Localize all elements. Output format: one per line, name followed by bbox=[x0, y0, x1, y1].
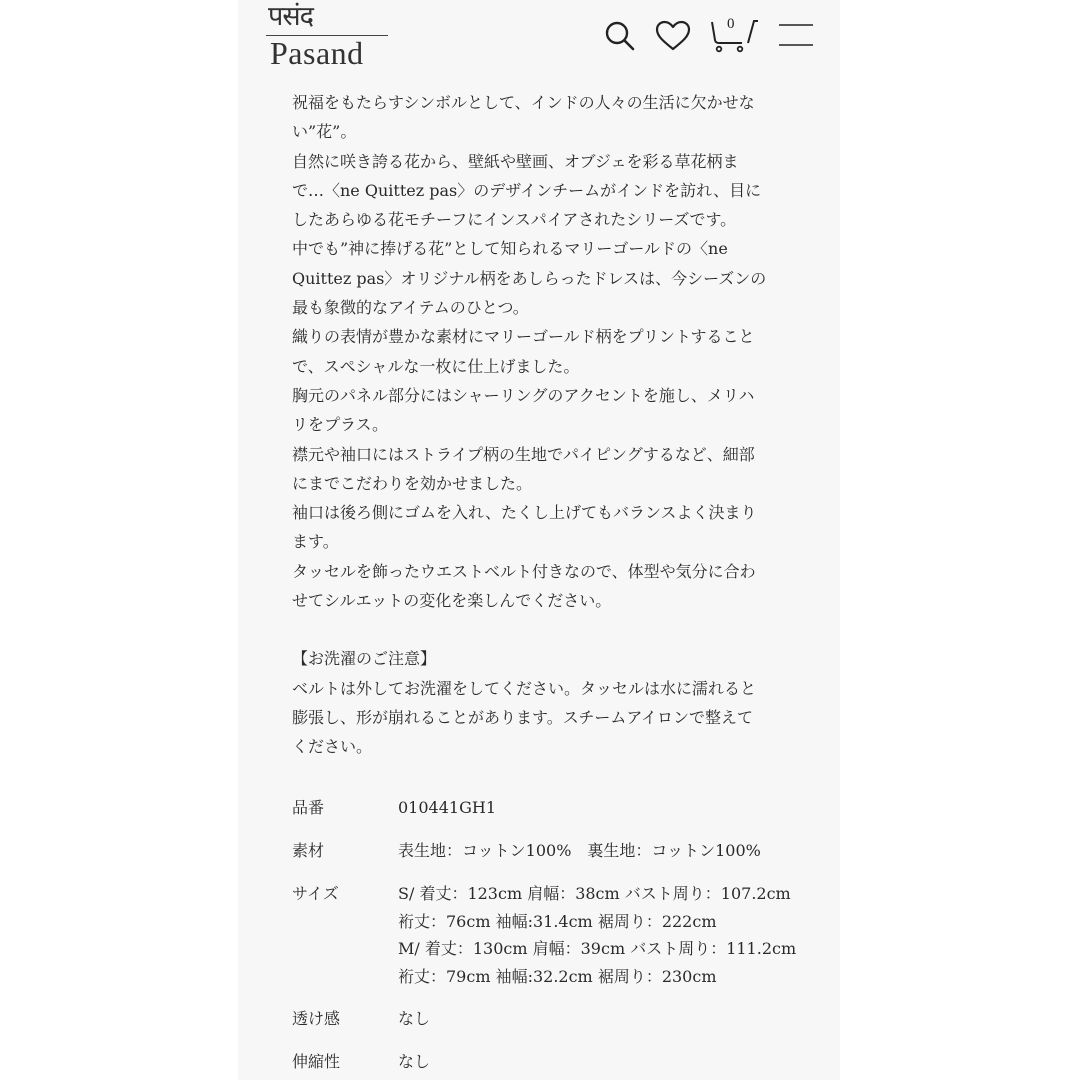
spec-label: 素材 bbox=[292, 841, 325, 860]
heart-icon[interactable] bbox=[655, 20, 691, 52]
spec-value bbox=[398, 837, 761, 865]
spec-value-line: 裄丈：76cm 袖幅:31.4cm 裾周り：222cm bbox=[398, 911, 717, 931]
description-line: したあらゆる花モチーフにインスパイアされたシリーズです。 bbox=[292, 210, 737, 230]
description-line: 袖口は後ろ側にゴムを入れ、たくし上げてもバランスよく決まり bbox=[292, 503, 757, 523]
product-description bbox=[292, 88, 792, 762]
description-line: リをプラス。 bbox=[292, 415, 389, 435]
spec-value-line: M/ 着丈：130cm 肩幅：39cm バスト周り：111.2cm bbox=[398, 939, 797, 958]
description-line: 織りの表情が豊かな素材にマリーゴールド柄をプリントすること bbox=[292, 327, 755, 347]
spec-value-line: なし bbox=[398, 1052, 431, 1071]
logo-devanagari-text: पसंद bbox=[268, 1, 313, 32]
spec-label: サイズ bbox=[292, 884, 339, 903]
spec-value-line: S/ 着丈：123cm 肩幅：38cm バスト周り：107.2cm bbox=[398, 884, 791, 903]
description-line: い”花”。 bbox=[292, 122, 357, 142]
spec-value-line: 010441GH1 bbox=[398, 798, 496, 817]
description-body bbox=[292, 88, 792, 615]
description-line: 胸元のパネル部分にはシャーリングのアクセントを施し、メリハ bbox=[292, 385, 755, 405]
description-line: 祝福をもたらすシンボルとして、インドの人々の生活に欠かせな bbox=[292, 93, 755, 112]
cart-icon[interactable] bbox=[710, 18, 760, 54]
brand-logo[interactable] bbox=[266, 2, 390, 70]
spec-value-line: 表生地：コットン100% 裏生地：コットン100% bbox=[398, 841, 761, 860]
description-line: タッセルを飾ったウエストベルト付きなので、体型や気分に合わ bbox=[292, 561, 756, 581]
description-line: Quittez pas〉オリジナル柄をあしらったドレスは、今シーズンの bbox=[292, 268, 767, 288]
spec-value bbox=[398, 1005, 430, 1033]
site-header bbox=[238, 0, 840, 80]
description-line: で…〈ne Quittez pas〉のデザインチームがインドを訪れ、目に bbox=[292, 180, 762, 200]
spec-label: 伸縮性 bbox=[292, 1052, 341, 1071]
description-line: 最も象徴的なアイテムのひとつ。 bbox=[292, 298, 529, 318]
care-line: 膨張し、形が崩れることがあります。スチームアイロンで整えて bbox=[292, 707, 753, 727]
spec-value bbox=[398, 880, 796, 990]
search-icon[interactable] bbox=[604, 20, 636, 52]
description-line: にまでこだわりを効かせました。 bbox=[292, 473, 533, 493]
spec-value bbox=[398, 794, 496, 822]
description-line: せてシルエットの変化を楽しんでください。 bbox=[292, 591, 612, 611]
product-detail-page bbox=[238, 0, 840, 1080]
care-line: ください。 bbox=[292, 737, 373, 757]
spec-label: 透け感 bbox=[292, 1009, 341, 1028]
spec-value bbox=[398, 1048, 430, 1076]
spec-label: 品番 bbox=[292, 798, 325, 817]
menu-icon[interactable] bbox=[778, 22, 814, 48]
spec-value-line: 裄丈：79cm 袖幅:32.2cm 裾周り：230cm bbox=[398, 966, 717, 986]
description-line: 自然に咲き誇る花から、壁紙や壁画、オブジェを彩る草花柄ま bbox=[292, 151, 739, 171]
description-line: 襟元や袖口にはストライプ柄の生地でパイピングするなど、細部 bbox=[292, 444, 755, 464]
description-line: ます。 bbox=[292, 532, 339, 552]
description-line: で、スペシャルな一枚に仕上げました。 bbox=[292, 356, 580, 376]
logo-brand-name: Pasand bbox=[270, 35, 364, 71]
care-title: 【お洗濯のご注意】 bbox=[292, 649, 437, 669]
cart-count-badge: 0 bbox=[727, 16, 735, 32]
spec-value-line: なし bbox=[398, 1009, 431, 1028]
care-line: ベルトは外してお洗濯をしてください。タッセルは水に濡れると bbox=[292, 678, 757, 698]
washing-care-note bbox=[292, 644, 792, 761]
description-line: 中でも”神に捧げる花”として知られるマリーゴールドの〈ne bbox=[292, 239, 728, 259]
